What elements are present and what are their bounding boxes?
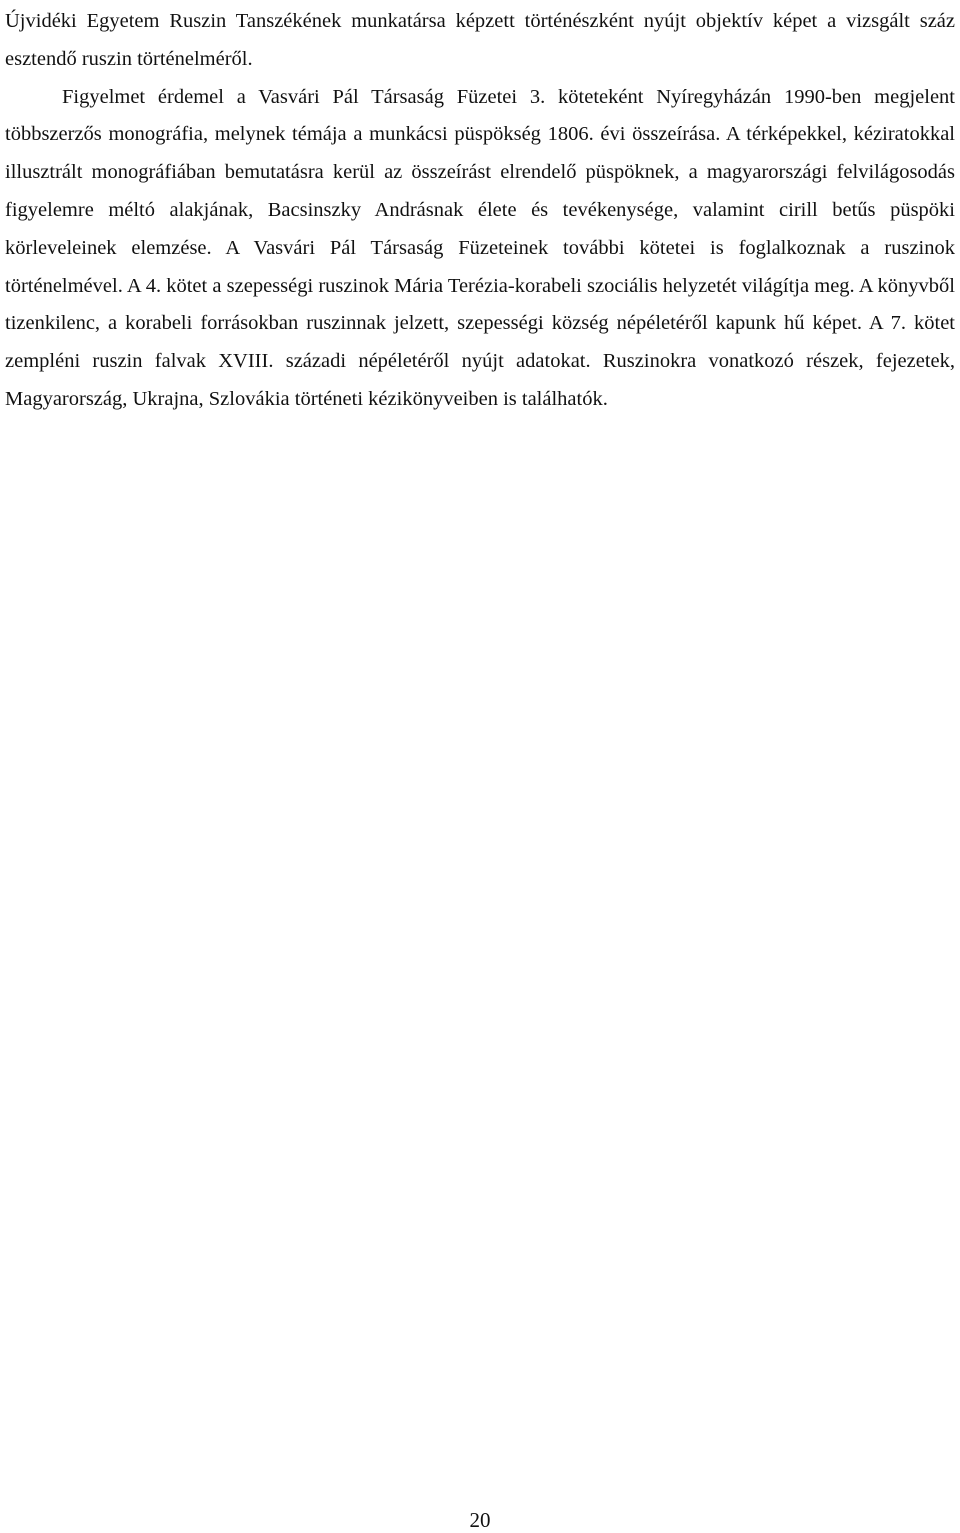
paragraph-continued: Újvidéki Egyetem Ruszin Tanszékének munkatársa képzett történészként nyújt objektív képet a vizsgált száz esztendő ruszin történelméről.	[5, 10, 955, 70]
body-text	[5, 3, 955, 419]
page-number: 20	[469, 1508, 491, 1532]
paragraph-vasvari-pal-tarsasag: Figyelmet érdemel a Vasvári Pál Társaság Füzetei 3. köteteként Nyíregyházán 1990-ben megjelent többszerzős monográfia, melynek témája a munkácsi püspökség 1806. évi összeírása. A térképekkel, kéziratokkal illusztrált monográfiában bemutatásra kerül az összeírást elrendelő püspöknek, a magyarországi felvilágosodás figyelemre méltó alakjának, Bacsinszky Andrásnak élete és tevékenysége, valamint cirill betűs püspöki körleveleinek elemzése. A Vasvári Pál Társaság Füzeteinek további kötetei is foglalkoznak a ruszinok történelmével. A 4. kötet a szepességi ruszinok Mária Terézia-korabeli szociális helyzetét világítja meg. A könyvből tizenkilenc, a korabeli forrásokban ruszinnak jelzett, szepességi község népéletéről kapunk hű képet. A 7. kötet zempléni ruszin falvak XVIII. századi népéletéről nyújt adatokat. Ruszinokra vonatkozó részek, fejezetek, Magyarország, Ukrajna, Szlovákia történeti kézikönyveiben is találhatók.	[5, 85, 955, 410]
